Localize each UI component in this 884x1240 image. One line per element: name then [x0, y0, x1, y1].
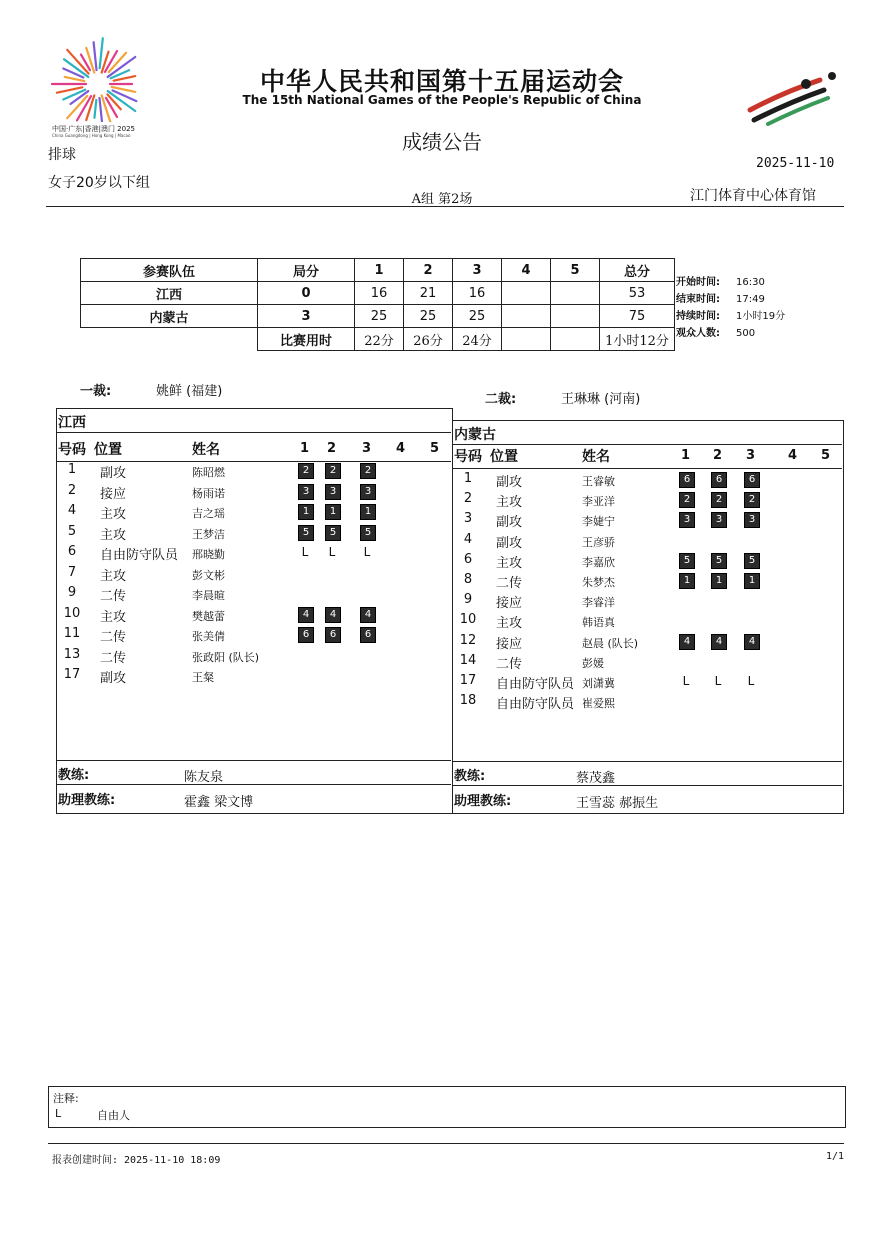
- rotation-position-box: 2: [744, 492, 760, 508]
- set-duration: [551, 328, 600, 351]
- player-number: 17: [459, 673, 477, 688]
- player-name: 王粲: [192, 671, 214, 684]
- player-position: 主攻: [100, 568, 127, 584]
- team-name: 内蒙古: [81, 305, 258, 328]
- sport-label: 排球: [48, 147, 76, 163]
- player-number: 1: [463, 471, 473, 486]
- rotation-position-box: 2: [711, 492, 727, 508]
- page-number: 1/1: [826, 1151, 845, 1162]
- libero-marker: L: [328, 545, 336, 559]
- player-position: 副攻: [496, 515, 523, 531]
- assistant-coach-label: 助理教练:: [58, 793, 116, 808]
- player-number: 6: [463, 551, 473, 567]
- report-created-time: 报表创建时间: 2025-11-10 18:09: [52, 1155, 221, 1166]
- end-time: 17:49: [736, 294, 765, 305]
- player-number: 5: [67, 523, 77, 539]
- player-number: 6: [67, 544, 77, 559]
- set-score: [551, 282, 600, 305]
- position-column-header: 位置: [490, 449, 518, 465]
- notes-box: [48, 1086, 846, 1128]
- set-column-header: 3: [746, 448, 756, 463]
- player-position: 副攻: [496, 535, 523, 551]
- match-info: A组 第2场: [411, 192, 473, 207]
- player-name: 崔爱熙: [582, 697, 615, 711]
- player-number: 9: [463, 592, 473, 608]
- rotation-position-box: 5: [325, 525, 341, 541]
- rotation-position-box: 1: [360, 504, 376, 520]
- rotation-position-box: 6: [679, 472, 695, 488]
- set-duration: [502, 328, 551, 351]
- rotation-position-box: 6: [298, 627, 314, 643]
- duration: 1小时19分: [736, 311, 786, 322]
- set-score: 21: [404, 282, 453, 305]
- total-score: 53: [600, 282, 675, 305]
- libero-marker: L: [747, 674, 755, 688]
- games-title-en: The 15th National Games of the People's Republic of China: [242, 93, 642, 107]
- player-number: 12: [459, 632, 477, 648]
- set-header: 2: [404, 259, 453, 282]
- sets-won-header: 局分: [258, 259, 355, 282]
- player-position: 副攻: [100, 466, 127, 481]
- player-name: 杨雨诺: [192, 486, 225, 500]
- player-name: 刘潇冀: [582, 677, 615, 690]
- set-header: 3: [453, 259, 502, 282]
- player-name: 彭媛: [582, 656, 604, 670]
- rotation-position-box: 5: [744, 553, 760, 569]
- libero-marker: L: [301, 545, 309, 559]
- player-position: 自由防守队员: [496, 697, 575, 713]
- player-number: 2: [463, 491, 473, 507]
- age-group: 女子20岁以下组: [48, 175, 150, 191]
- footer-divider: [48, 1143, 844, 1144]
- set-score: 25: [404, 305, 453, 328]
- second-referee-name: 王琳琳 (河南): [561, 392, 641, 407]
- games-title-cn: 中华人民共和国第十五届运动会: [259, 67, 624, 96]
- rotation-position-box: 2: [360, 463, 376, 479]
- team-name-divider: [452, 444, 842, 445]
- rotation-position-box: 1: [298, 504, 314, 520]
- rotation-position-box: 6: [711, 472, 727, 488]
- player-number: 1: [67, 462, 77, 477]
- player-number: 3: [463, 511, 473, 527]
- total-score: 75: [600, 305, 675, 328]
- player-name: 张政阳 (队长): [192, 650, 260, 664]
- end-time-label: 结束时间:: [676, 294, 720, 305]
- player-position: 二传: [496, 656, 523, 672]
- name-column-header: 姓名: [192, 442, 220, 458]
- player-number: 14: [459, 652, 477, 668]
- rotation-position-box: 2: [298, 463, 314, 479]
- score-header-row: [81, 259, 675, 282]
- set-duration: 26分: [404, 328, 453, 351]
- player-name: 韩语真: [582, 616, 615, 630]
- set-column-header: 5: [430, 441, 440, 456]
- set-score: 16: [453, 282, 502, 305]
- match-times: [676, 274, 785, 342]
- set-score: 25: [355, 305, 404, 328]
- assistant-coach-names: 霍鑫 梁文博: [184, 795, 254, 810]
- number-column-header: 号码: [454, 449, 482, 465]
- libero-marker: L: [682, 674, 690, 688]
- player-position: 主攻: [100, 507, 127, 522]
- rotation-position-box: 3: [711, 512, 727, 528]
- player-position: 接应: [496, 636, 523, 652]
- logo-caption: 中国·广东|香港|澳门 2025: [52, 125, 135, 133]
- player-number: 8: [463, 572, 473, 587]
- rotation-position-box: 3: [298, 484, 314, 500]
- assistant-coach-label: 助理教练:: [454, 794, 512, 809]
- start-time-row: [676, 274, 785, 291]
- duration-label: 持续时间:: [676, 311, 720, 322]
- name-column-header: 姓名: [582, 449, 610, 465]
- player-position: 二传: [100, 650, 127, 666]
- rotation-position-box: 4: [360, 607, 376, 623]
- duration-row: [676, 308, 785, 325]
- player-number: 2: [67, 482, 77, 498]
- rotation-position-box: 6: [744, 472, 760, 488]
- set-score: [502, 305, 551, 328]
- start-time-label: 开始时间:: [676, 277, 720, 288]
- player-name: 樊越蕾: [192, 609, 225, 623]
- player-position: 自由防守队员: [100, 548, 179, 563]
- venue: 江门体育中心体育馆: [690, 188, 816, 204]
- team-name: 江西: [58, 415, 86, 431]
- assistant-divider: [56, 784, 451, 785]
- position-column-header: 位置: [94, 442, 122, 458]
- player-position: 主攻: [100, 527, 127, 543]
- libero-marker: L: [714, 674, 722, 688]
- player-position: 主攻: [496, 495, 523, 511]
- player-number: 4: [463, 531, 473, 547]
- set-score: [551, 305, 600, 328]
- rotation-position-box: 1: [711, 573, 727, 589]
- rotation-position-box: 1: [325, 504, 341, 520]
- report-title: 成绩公告: [402, 130, 482, 154]
- player-number: 10: [459, 612, 477, 628]
- rotation-position-box: 4: [298, 607, 314, 623]
- notes-label: 注释:: [53, 1092, 79, 1105]
- set-score: [502, 282, 551, 305]
- rotation-position-box: 3: [325, 484, 341, 500]
- team-name: 江西: [81, 282, 258, 305]
- team-name: 内蒙古: [454, 427, 496, 443]
- rotation-position-box: 6: [360, 627, 376, 643]
- set-column-header: 5: [821, 448, 831, 463]
- player-name: 吉之瑶: [192, 507, 225, 520]
- player-position: 二传: [100, 589, 127, 604]
- player-name: 李婕宁: [582, 515, 615, 529]
- start-time: 16:30: [736, 277, 765, 288]
- second-referee: [485, 388, 640, 407]
- player-position: 副攻: [100, 671, 127, 686]
- player-position: 主攻: [100, 609, 127, 625]
- player-number: 11: [63, 626, 81, 641]
- rotation-position-box: 3: [360, 484, 376, 500]
- team-column-header: 参赛队伍: [81, 259, 258, 282]
- rotation-position-box: 5: [360, 525, 376, 541]
- score-row: [81, 282, 675, 305]
- player-name: 李睿洋: [582, 596, 615, 610]
- set-column-header: 1: [300, 441, 310, 456]
- score-row: [81, 305, 675, 328]
- player-name: 李晨暄: [192, 589, 225, 602]
- team-name-divider: [56, 432, 451, 433]
- player-position: 二传: [100, 630, 127, 645]
- player-name: 赵晨 (队长): [582, 636, 639, 650]
- player-name: 彭文彬: [192, 568, 225, 582]
- notes-code: L: [55, 1107, 62, 1120]
- rotation-position-box: 2: [679, 492, 695, 508]
- player-name: 王彦骄: [582, 535, 615, 549]
- end-time-row: [676, 291, 785, 308]
- sets-won: 0: [258, 282, 355, 305]
- logo-caption-en: China Guangdong | Hong Kong | Macao: [52, 133, 131, 138]
- duration-row: [81, 328, 675, 351]
- rotation-position-box: 2: [325, 463, 341, 479]
- audience: 500: [736, 328, 756, 339]
- rotation-position-box: 1: [744, 573, 760, 589]
- rotation-position-box: 3: [744, 512, 760, 528]
- player-position: 主攻: [496, 555, 523, 571]
- player-position: 自由防守队员: [496, 677, 575, 692]
- rotation-position-box: 5: [298, 525, 314, 541]
- set-column-header: 3: [362, 441, 372, 456]
- audience-label: 观众人数:: [676, 328, 720, 339]
- player-position: 接应: [100, 486, 127, 502]
- coach-label: 教练:: [454, 769, 486, 784]
- player-name: 李嘉欣: [582, 555, 615, 569]
- coach-label: 教练:: [58, 768, 90, 783]
- assistant-divider: [452, 785, 842, 786]
- report-date: 2025-11-10: [756, 156, 835, 171]
- set-column-header: 1: [681, 448, 691, 463]
- set-score: 16: [355, 282, 404, 305]
- set-column-header: 2: [713, 448, 723, 463]
- rotation-position-box: 4: [679, 634, 695, 650]
- coach-name: 陈友泉: [184, 770, 224, 785]
- player-number: 18: [459, 693, 477, 709]
- set-duration: 24分: [453, 328, 502, 351]
- sets-won: 3: [258, 305, 355, 328]
- rotation-position-box: 4: [325, 607, 341, 623]
- set-duration: 22分: [355, 328, 404, 351]
- player-name: 朱梦杰: [582, 576, 615, 589]
- first-referee: [80, 380, 222, 399]
- notes-meaning: 自由人: [97, 1109, 130, 1122]
- set-header: 1: [355, 259, 404, 282]
- player-position: 主攻: [496, 616, 523, 632]
- player-name: 张美倩: [192, 630, 225, 643]
- audience-row: [676, 325, 785, 342]
- player-position: 副攻: [496, 475, 523, 490]
- assistant-coach-names: 王雪蕊 郝振生: [576, 796, 659, 811]
- libero-marker: L: [363, 545, 371, 559]
- header-divider: [46, 206, 844, 207]
- coach-divider: [56, 760, 451, 761]
- player-number: 10: [63, 605, 81, 621]
- first-referee-label: 一裁:: [80, 384, 112, 399]
- header-divider: [452, 468, 842, 469]
- player-number: 13: [63, 646, 81, 662]
- rotation-position-box: 5: [711, 553, 727, 569]
- number-column-header: 号码: [58, 442, 86, 458]
- player-position: 接应: [496, 596, 523, 612]
- rotation-position-box: 3: [679, 512, 695, 528]
- rotation-position-box: 6: [325, 627, 341, 643]
- player-name: 王梦洁: [192, 527, 225, 541]
- player-number: 9: [67, 585, 77, 600]
- set-score: 25: [453, 305, 502, 328]
- rotation-position-box: 1: [679, 573, 695, 589]
- coach-name: 蔡茂鑫: [576, 771, 616, 786]
- first-referee-name: 姚鲜 (福建): [156, 384, 223, 399]
- player-name: 陈昭燃: [192, 466, 225, 479]
- coach-divider: [452, 761, 842, 762]
- total-duration: 1小时12分: [600, 328, 675, 351]
- player-number: 17: [63, 667, 81, 682]
- score-table: [80, 258, 675, 351]
- total-header: 总分: [600, 259, 675, 282]
- set-column-header: 2: [327, 441, 337, 456]
- rotation-position-box: 5: [679, 553, 695, 569]
- player-position: 二传: [496, 576, 523, 591]
- rotation-position-box: 4: [711, 634, 727, 650]
- player-name: 邢晓勤: [192, 548, 225, 561]
- player-number: 7: [67, 564, 77, 580]
- set-header: 4: [502, 259, 551, 282]
- player-name: 王睿敏: [582, 475, 615, 488]
- set-header: 5: [551, 259, 600, 282]
- duration-label: 比赛用时: [258, 328, 355, 351]
- set-column-header: 4: [788, 448, 798, 463]
- player-name: 李亚洋: [582, 495, 615, 509]
- rotation-position-box: 4: [744, 634, 760, 650]
- second-referee-label: 二裁:: [485, 392, 517, 407]
- set-column-header: 4: [396, 441, 406, 456]
- player-number: 4: [67, 503, 77, 518]
